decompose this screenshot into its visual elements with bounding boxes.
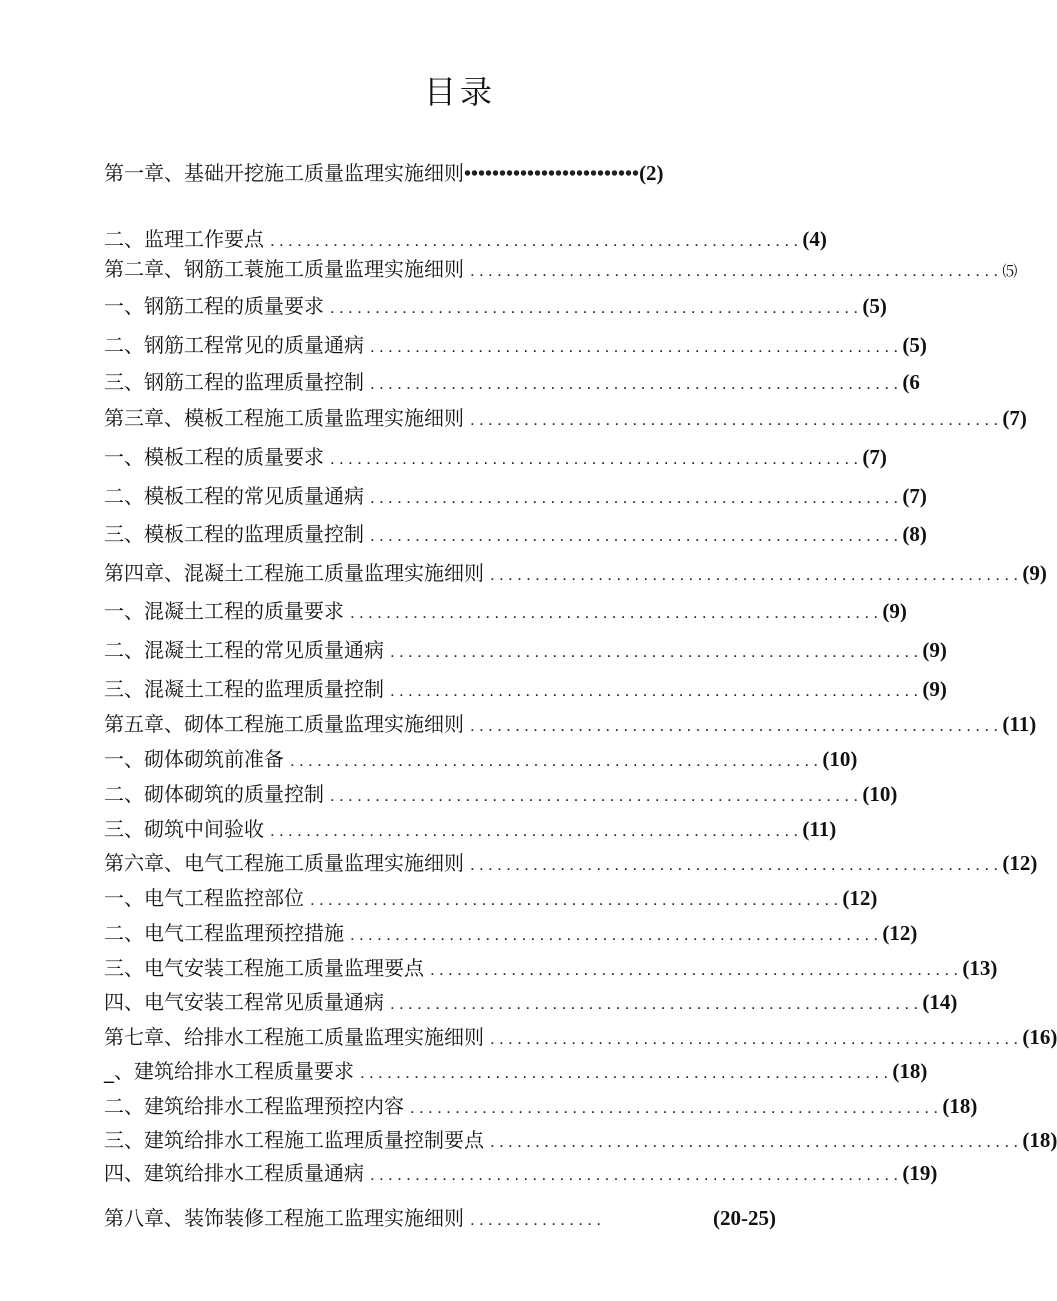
toc-entry-leader: ...........................................................	[470, 410, 1003, 429]
toc-entry-leader: ...........................................................	[270, 821, 803, 840]
toc-entry-text: 一、砌体砌筑前准备	[104, 747, 284, 771]
toc-entry-page: (7)	[862, 445, 887, 469]
toc-entry-page: (12)	[1002, 851, 1038, 875]
toc-entry-page: (6	[902, 370, 920, 394]
toc-entry-text: 四、建筑给排水工程质量通病	[104, 1161, 364, 1185]
toc-entry	[104, 918, 918, 948]
toc-entry-page: (9)	[922, 638, 947, 662]
toc-entry-page: (20-25)	[713, 1206, 776, 1230]
toc-entry-leader: ...........................................................	[490, 1132, 1023, 1151]
toc-entry-page: ⑸	[1002, 263, 1018, 280]
toc-entry-text: 四、电气安装工程常见质量通病	[104, 990, 384, 1014]
toc-entry-text: 三、建筑给排水工程施工监理质量控制要点	[104, 1128, 484, 1152]
toc-entry-text: 三、砌筑中间验收	[104, 817, 264, 841]
toc-entry-text: 二、电气工程监理预控措施	[104, 921, 344, 945]
toc-entry-text: 一、混凝土工程的质量要求	[104, 599, 344, 623]
toc-entry-leader: ...........................................................	[350, 925, 883, 944]
toc-entry-text: 二、建筑给排水工程监理预控内容	[104, 1094, 404, 1118]
toc-entry-text: 第三章、模板工程施工质量监理实施细则	[104, 406, 464, 430]
toc-entry-leader: ...........................................................	[370, 526, 903, 545]
toc-entry-page: (12)	[842, 886, 878, 910]
toc-entry-leader: ...........................................................	[370, 337, 903, 356]
toc-entry-leader: ...........................................................	[330, 786, 863, 805]
toc-entry-chapter-6	[104, 848, 1038, 878]
toc-entry-chapter-8	[104, 1203, 776, 1233]
toc-entry-page: (14)	[922, 990, 958, 1014]
toc-entry-leader: ...........................................................	[330, 449, 863, 468]
toc-entry-chapter-1	[104, 158, 744, 188]
toc-entry-leader: ...........................................................	[360, 1063, 893, 1082]
toc-entry-leader: ...........................................................	[290, 751, 823, 770]
toc-entry	[104, 1125, 1057, 1155]
toc-entry-page: (4)	[802, 227, 827, 251]
toc-entry-text: _、建筑给排水工程质量要求	[104, 1059, 354, 1083]
toc-entry	[104, 224, 827, 254]
toc-entry	[104, 1158, 938, 1188]
toc-entry	[104, 953, 998, 983]
toc-entry	[104, 987, 958, 1017]
toc-entry-leader: ...........................................................	[430, 960, 963, 979]
toc-entry-chapter-7	[104, 1022, 1057, 1052]
toc-entry-text: 二、钢筋工程常见的质量通病	[104, 333, 364, 357]
toc-entry-page: (11)	[802, 817, 837, 841]
toc-entry-page: (5)	[862, 294, 887, 318]
toc-entry-page: (10)	[822, 747, 858, 771]
toc-entry-text: 三、混凝土工程的监理质量控制	[104, 677, 384, 701]
toc-entry-leader: ...........................................................	[310, 890, 843, 909]
toc-entry-page: (13)	[962, 956, 998, 980]
toc-entry-chapter-4	[104, 558, 1047, 588]
toc-entry	[104, 779, 898, 809]
toc-entry	[104, 367, 920, 397]
toc-entry	[104, 674, 947, 704]
toc-entry-text: 第六章、电气工程施工质量监理实施细则	[104, 851, 464, 875]
toc-entry-leader: ...........................................................	[390, 642, 923, 661]
toc-entry	[104, 442, 887, 472]
toc-entry-page: (8)	[902, 522, 927, 546]
toc-entry-text: 第八章、装饰装修工程施工监理实施细则	[104, 1206, 464, 1230]
toc-entry	[104, 481, 927, 511]
toc-entry-leader: ...........................................................	[470, 855, 1003, 874]
toc-entry-leader: ...........................................................	[370, 488, 903, 507]
document-title: 目录	[423, 73, 496, 111]
toc-entry	[104, 291, 887, 321]
toc-entry	[104, 330, 927, 360]
toc-entry	[104, 1091, 978, 1121]
toc-entry-text: 三、模板工程的监理质量控制	[104, 522, 364, 546]
toc-entry-text: 第四章、混凝土工程施工质量监理实施细则	[104, 561, 484, 585]
toc-entry-page: (7)	[902, 484, 927, 508]
toc-entry-page: (11)	[1002, 712, 1037, 736]
toc-entry	[104, 596, 907, 626]
toc-entry-leader: ...........................................................	[270, 231, 803, 250]
toc-entry-page: (9)	[882, 599, 907, 623]
toc-entry-page: (9)	[922, 677, 947, 701]
toc-entry-text: 第五章、砌体工程施工质量监理实施细则	[104, 712, 464, 736]
toc-entry-text: 二、模板工程的常见质量通病	[104, 484, 364, 508]
toc-entry	[104, 635, 947, 665]
toc-entry	[104, 814, 837, 844]
toc-entry-text: 二、混凝土工程的常见质量通病	[104, 638, 384, 662]
toc-entry-text: 二、砌体砌筑的质量控制	[104, 782, 324, 806]
toc-entry-leader: ...........................................................	[350, 603, 883, 622]
toc-entry-leader: ...........................................................	[370, 374, 903, 393]
toc-entry-chapter-2	[104, 254, 1018, 284]
toc-entry-page: (16)	[1022, 1025, 1057, 1049]
toc-entry-text: 三、电气安装工程施工质量监理要点	[104, 956, 424, 980]
toc-entry-text: 第一章、基础开挖施工质量监理实施细则	[104, 161, 464, 185]
toc-entry-page: (18)	[1022, 1128, 1057, 1152]
toc-entry-chapter-3	[104, 403, 1027, 433]
toc-entry-text: 二、监理工作要点	[104, 227, 264, 251]
toc-entry-leader: ...........................................................	[390, 681, 923, 700]
toc-entry	[104, 1056, 928, 1086]
toc-entry-text: 一、钢筋工程的质量要求	[104, 294, 324, 318]
toc-entry-text: 一、电气工程监控部位	[104, 886, 304, 910]
toc-entry-page: (18)	[892, 1059, 928, 1083]
toc-entry-leader: ...........................................................	[370, 1165, 903, 1184]
toc-entry	[104, 744, 858, 774]
toc-entry	[104, 883, 878, 913]
toc-entry-page: (10)	[862, 782, 898, 806]
toc-entry-chapter-5	[104, 709, 1037, 739]
toc-entry-page: (7)	[1002, 406, 1027, 430]
toc-entry-leader: ...........................................................	[410, 1098, 943, 1117]
toc-entry-page: (2)	[639, 161, 664, 185]
toc-entry-page: (12)	[882, 921, 918, 945]
toc-entry-page: (18)	[942, 1094, 978, 1118]
toc-entry-text: 第七章、给排水工程施工质量监理实施细则	[104, 1025, 484, 1049]
toc-entry-text: 三、钢筋工程的监理质量控制	[104, 370, 364, 394]
toc-entry-leader: ...........................................................	[470, 261, 1003, 280]
toc-entry-leader: ...........................................................	[470, 716, 1003, 735]
toc-entry-text: 第二章、钢筋工蓑施工质量监理实施细则	[104, 257, 464, 281]
toc-entry-leader: ...........................................................	[490, 565, 1023, 584]
toc-entry	[104, 519, 927, 549]
toc-entry-leader: ...........................................................	[490, 1029, 1023, 1048]
toc-entry-leader: •••••••••••••••••••••••••	[464, 163, 640, 185]
toc-entry-text: 一、模板工程的质量要求	[104, 445, 324, 469]
toc-entry-leader: ...........................................................	[330, 298, 863, 317]
toc-entry-page: (9)	[1022, 561, 1047, 585]
toc-entry-leader: ...........................................................	[390, 994, 923, 1013]
toc-entry-leader: ...............	[470, 1210, 606, 1229]
toc-entry-page: (5)	[902, 333, 927, 357]
toc-entry-page: (19)	[902, 1161, 938, 1185]
